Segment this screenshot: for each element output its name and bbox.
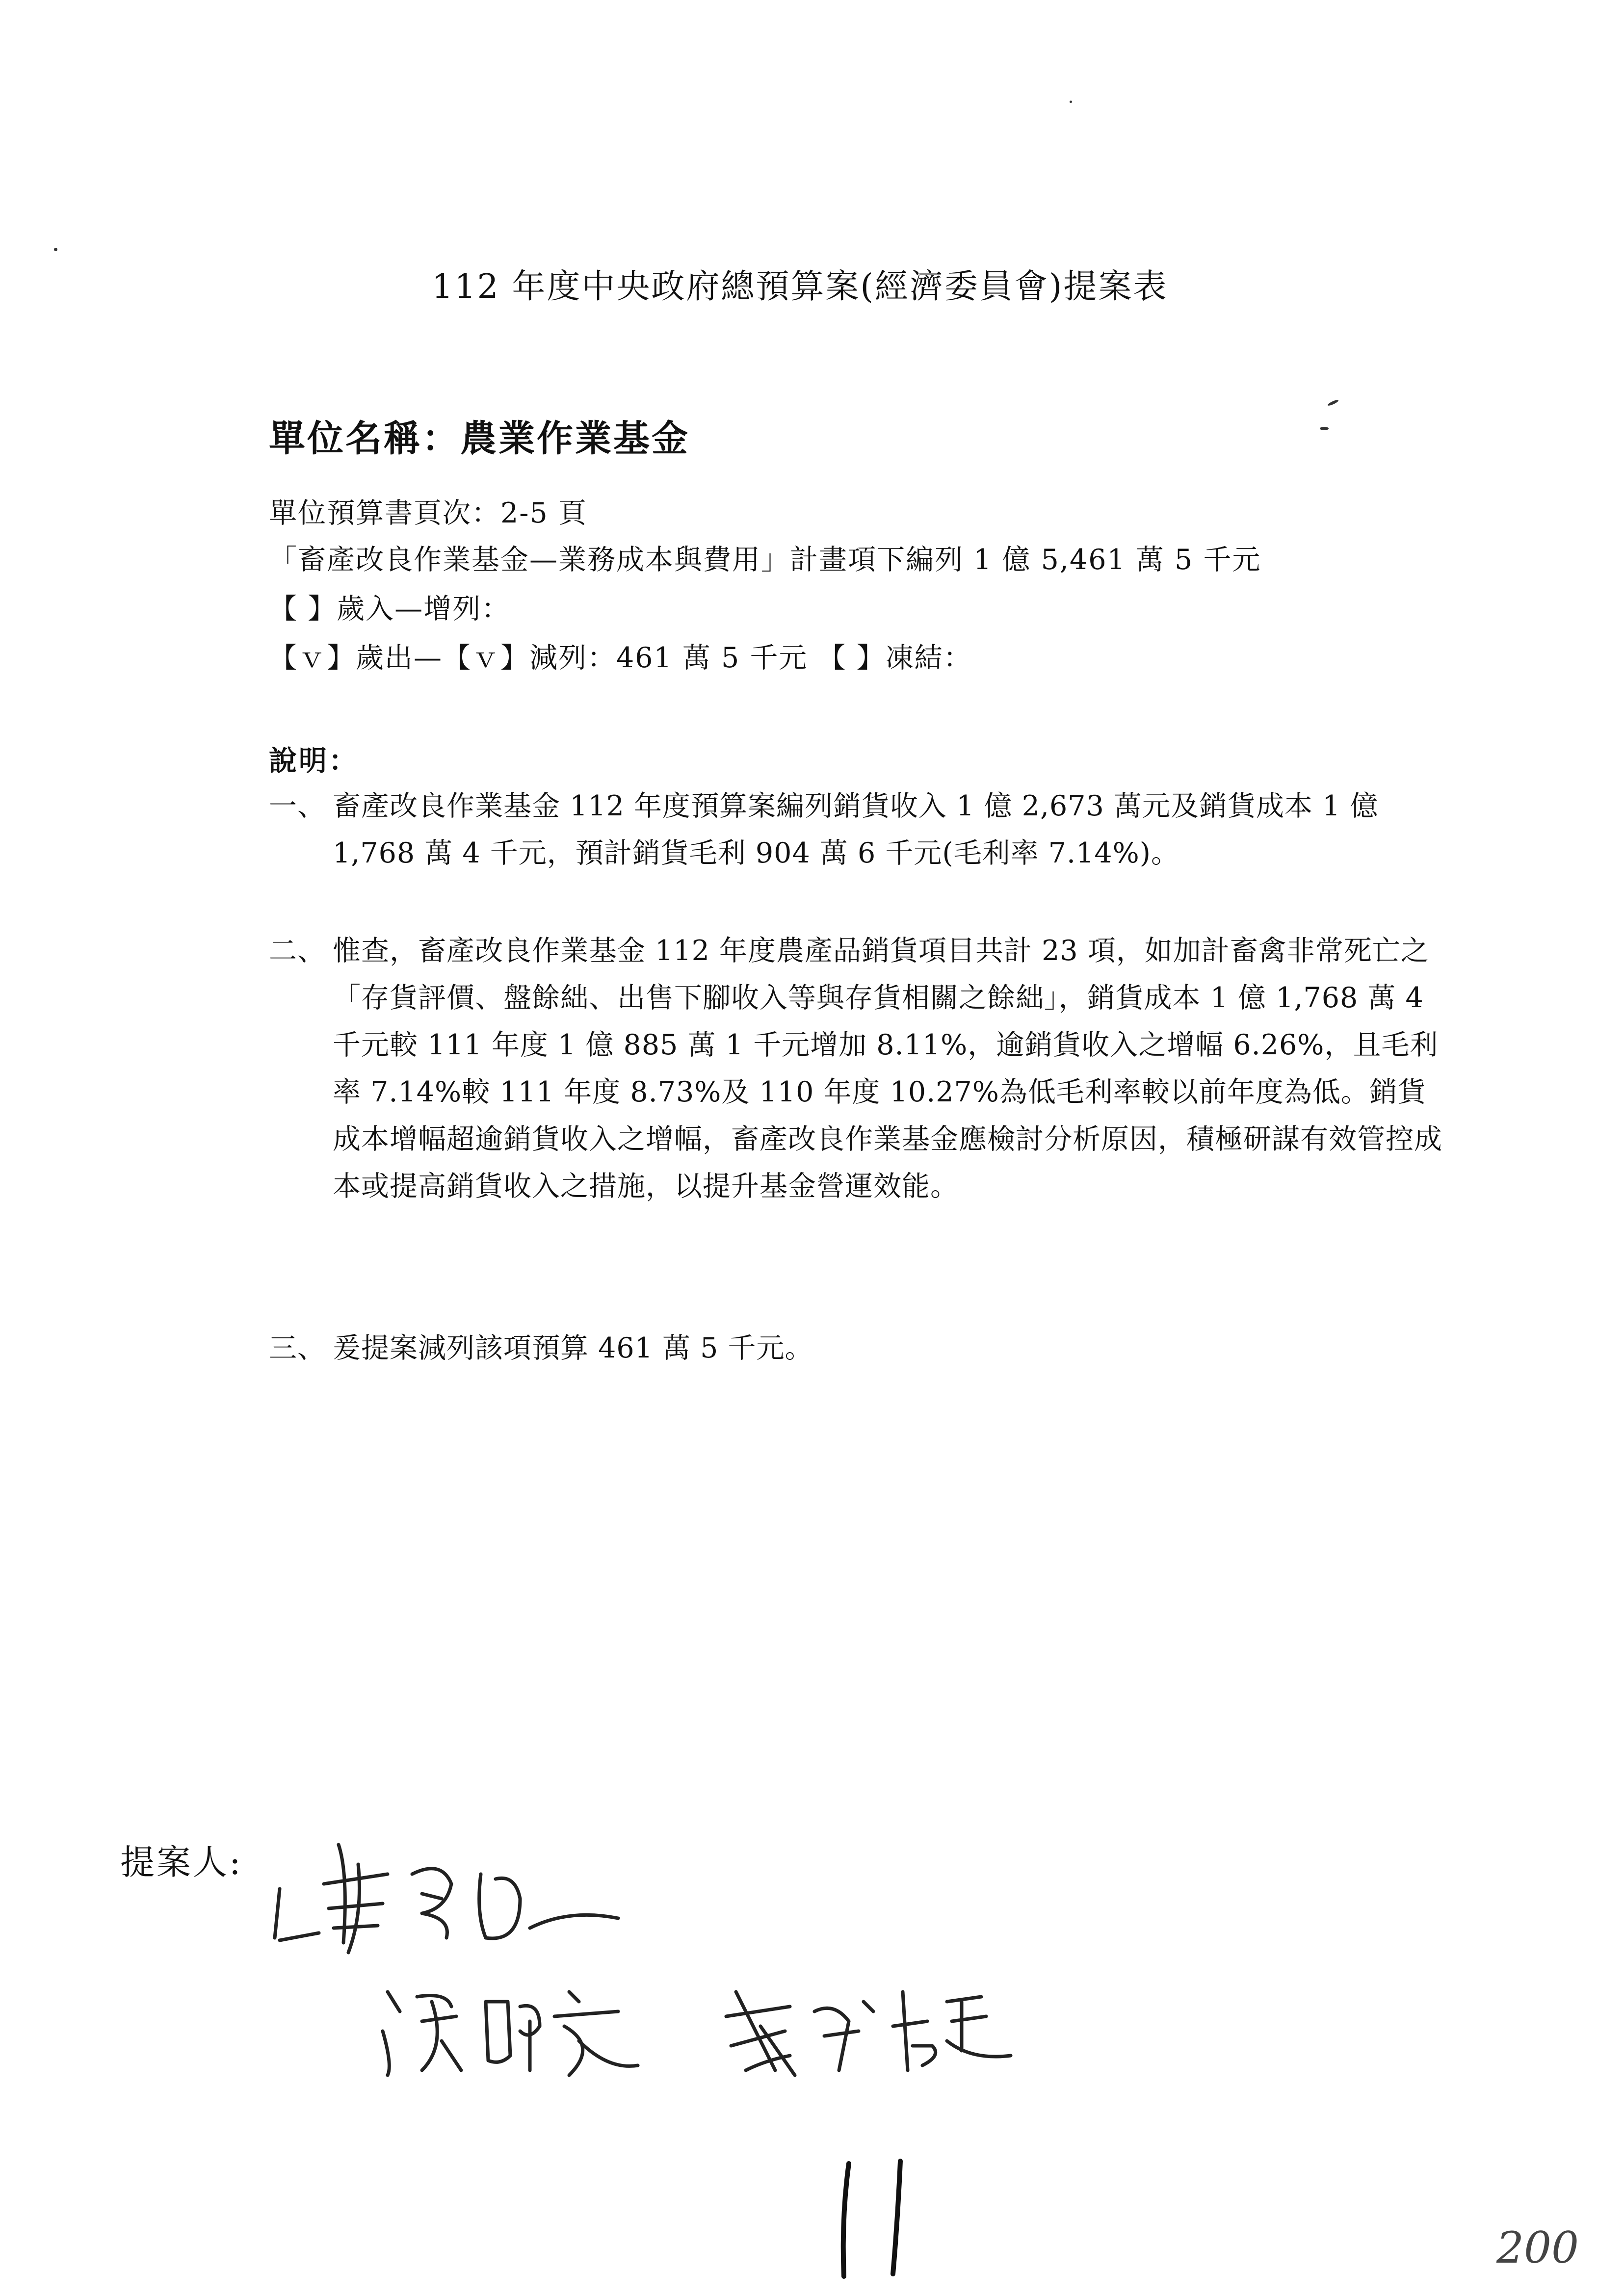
scan-speck xyxy=(54,248,57,251)
expenditure-line: 【ｖ】歲出—【ｖ】減列：461 萬 5 千元 【 】凍結： xyxy=(269,642,972,674)
explanation-heading: 說明： xyxy=(269,744,359,777)
item-text: 惟查，畜產改良作業基金 112 年度農產品銷貨項目共計 23 項，如加計畜禽非常死亡之「存貨評價、盤餘絀、出售下腳收入等與存貨相關之餘絀」，銷貨成本 1 億 1,768 萬 4 千元較 111 年度 1 億 885 萬 1 千元增加 8.11%，逾銷貨收入之增幅 6.26%，且毛利率 7.14%較 111 年度 8.73%及 110 年度 10.27%為低毛利率較以前年度為低。銷貨成本增幅超逾銷貨收入之增幅，畜產改良作業基金應檢討分析原因，積極研謀有效管控成本或提高銷貨收入之措施，以提升基金營運效能。 xyxy=(333,935,1442,1202)
revenue-line: 【 】歲入—增列： xyxy=(269,593,511,625)
budget-page-line: 單位預算書頁次：2-5 頁 xyxy=(269,497,587,529)
handwritten-mark xyxy=(814,2149,942,2286)
scan-speck xyxy=(1327,399,1339,407)
item-number: 二、 xyxy=(269,935,326,967)
signature-2 xyxy=(373,1972,648,2085)
explanation-item-1 xyxy=(269,783,1446,877)
signature-3 xyxy=(716,1972,1021,2085)
document-title: 112 年度中央政府總預算案(經濟委員會)提案表 xyxy=(432,267,1168,306)
handwritten-page-number: 200 xyxy=(1496,2222,1579,2273)
signature-1 xyxy=(265,1815,638,1962)
item-text: 爰提案減列該項預算 461 萬 5 千元。 xyxy=(333,1332,813,1364)
proposer-label: 提案人: xyxy=(120,1842,243,1882)
plan-item-line: 「畜產改良作業基金—業務成本與費用」計畫項下編列 1 億 5,461 萬 5 千元 xyxy=(269,544,1261,576)
item-number: 一、 xyxy=(269,790,326,822)
scan-speck xyxy=(1320,427,1329,430)
item-number: 三、 xyxy=(269,1332,326,1364)
explanation-item-2 xyxy=(269,927,1446,1210)
unit-name: 單位名稱：農業作業基金 xyxy=(269,417,690,460)
scan-speck xyxy=(1070,101,1072,103)
item-text: 畜產改良作業基金 112 年度預算案編列銷貨收入 1 億 2,673 萬元及銷貨成本 1 億 1,768 萬 4 千元，預計銷貨毛利 904 萬 6 千元(毛利率 7.14%)。 xyxy=(333,790,1379,869)
explanation-item-3 xyxy=(269,1325,1446,1372)
